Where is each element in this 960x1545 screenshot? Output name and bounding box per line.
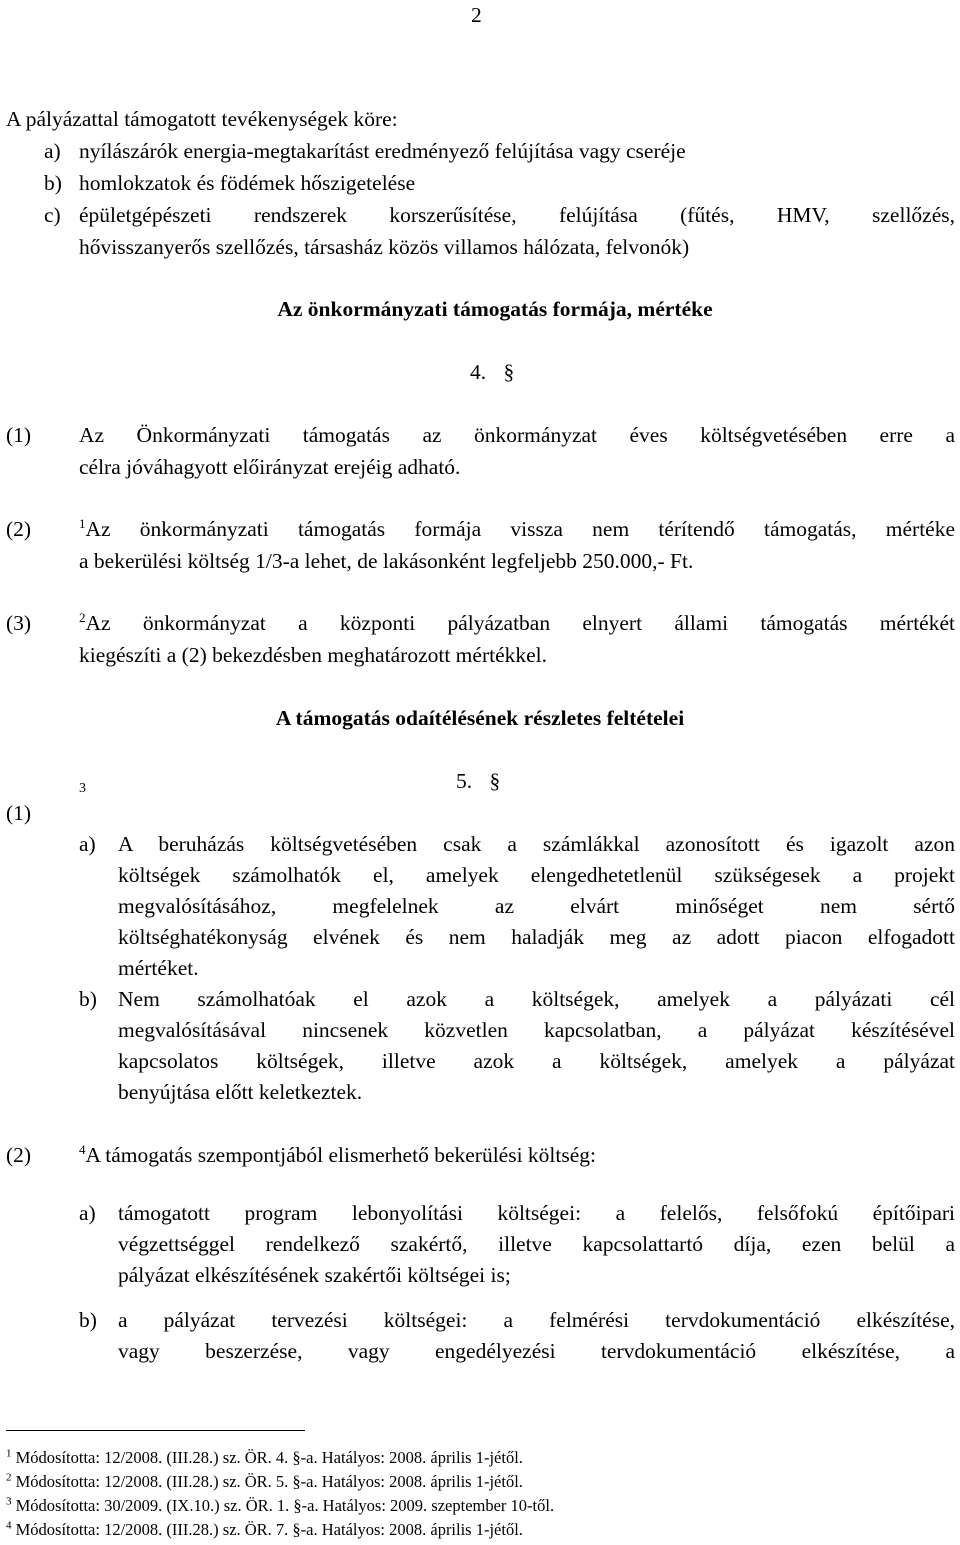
section5-number-text: 5.	[456, 769, 473, 793]
footnote-ref-2: 2	[79, 609, 86, 625]
activity-marker-c: c)	[44, 203, 61, 227]
s4-p2-line2: a bekerülési költség 1/3-a lehet, de lakásonként legfeljebb 250.000,- Ft.	[79, 549, 694, 573]
footnote-2-text: Módosította: 12/2008. (III.28.) sz. ÖR. 5. §-a. Hatályos: 2008. április 1-jétől.	[15, 1472, 523, 1491]
footnote-2-number: 2	[6, 1471, 12, 1484]
s4-p1-number: (1)	[6, 423, 32, 447]
activity-marker-b: b)	[44, 171, 62, 195]
footnote-4-number: 4	[6, 1519, 12, 1532]
s4-p2-line1-text: Az önkormányzati támogatás formája vissza nem térítendő támogatás, mértéke	[85, 517, 955, 541]
footnote-4	[6, 1519, 523, 1541]
activity-item-a: nyílászárók energia-megtakarítást eredményező felújítása vagy cseréje	[79, 139, 686, 163]
section4-title: Az önkormányzati támogatás formája, mértéke	[277, 297, 713, 321]
s5-p1-a-line5: mértéket.	[118, 956, 199, 980]
s5-p2-text	[79, 1140, 596, 1171]
s5-p1-b-line3: kapcsolatos költségek, illetve azok a költségek, amelyek a pályázat	[118, 1049, 955, 1073]
s4-p3-line2: kiegészíti a (2) bekezdésben meghatározott mértékkel.	[79, 643, 548, 667]
footnote-3-number: 3	[6, 1495, 12, 1508]
footnote-ref-3: 3	[79, 781, 86, 796]
activity-marker-a: a)	[44, 139, 61, 163]
s4-p2-line1	[79, 514, 955, 545]
s4-p1-line2: célra jóváhagyott előirányzat erejéig adható.	[79, 455, 461, 479]
s5-p1-a-line1: A beruházás költségvetésében csak a számlákkal azonosított és igazolt azon	[118, 832, 955, 856]
section-symbol: §	[503, 360, 515, 384]
s5-p2-a-line3: pályázat elkészítésének szakértői költségei is;	[118, 1263, 511, 1287]
s5-p1-number: (1)	[6, 801, 32, 825]
s5-p2-a-marker: a)	[79, 1201, 96, 1225]
footnote-ref-4: 4	[79, 1141, 86, 1157]
s5-p1-a-line2: költségek számolhatók el, amelyek elengedhetetlenül szükségesek a projekt	[118, 863, 955, 887]
footnote-ref-1: 1	[79, 515, 86, 531]
s5-p1-b-line2: megvalósításával nincsenek közvetlen kapcsolatban, a pályázat készítésével	[118, 1018, 955, 1042]
section4-number	[470, 357, 514, 388]
s4-p3-number: (3)	[6, 611, 32, 635]
s5-p2-text-body: A támogatás szempontjából elismerhető bekerülési költség:	[85, 1143, 596, 1167]
s5-p2-b-line2: vagy beszerzése, vagy engedélyezési tervdokumentáció elkészítése, a	[118, 1339, 955, 1363]
s5-p2-a-line1: támogatott program lebonyolítási költségei: a felelős, felsőfokú építőipari	[118, 1201, 955, 1225]
s5-p1-a-line3: megvalósításához, megfelelnek az elvárt minőséget nem sértő	[118, 894, 955, 918]
footnote-1-text: Módosította: 12/2008. (III.28.) sz. ÖR. 4. §-a. Hatályos: 2008. április 1-jétől.	[15, 1448, 523, 1467]
s5-p2-b-marker: b)	[79, 1308, 97, 1332]
activities-heading: A pályázattal támogatott tevékenységek köre:	[6, 107, 398, 131]
s4-p2-number: (2)	[6, 517, 32, 541]
s5-p1-b-line4: benyújtása előtt keletkeztek.	[118, 1080, 363, 1104]
page-number: 2	[471, 3, 482, 27]
activity-item-b: homlokzatok és födémek hőszigetelése	[79, 171, 416, 195]
s4-p3-line1	[79, 608, 955, 639]
s4-p3-line1-text: Az önkormányzat a központi pályázatban elnyert állami támogatás mértékét	[85, 611, 955, 635]
footnote-1-number: 1	[6, 1447, 12, 1460]
s5-p2-a-line2: végzettséggel rendelkező szakértő, illetve kapcsolattartó díja, ezen belül a	[118, 1232, 955, 1256]
section4-number-text: 4.	[470, 360, 487, 384]
s5-p1-b-line1: Nem számolhatóak el azok a költségek, amelyek a pályázati cél	[118, 987, 955, 1011]
footnote-3	[6, 1495, 554, 1517]
footnote-1	[6, 1447, 523, 1469]
s5-p1-b-marker: b)	[79, 987, 97, 1011]
activity-item-c-line2: hővisszanyerős szellőzés, társasház közös villamos hálózata, felvonók)	[79, 235, 690, 259]
section5-title: A támogatás odaítélésének részletes feltételei	[275, 706, 685, 730]
s5-p1-a-line4: költséghatékonyság elvének és nem haladják meg az adott piacon elfogadott	[118, 925, 955, 949]
s5-p1-a-marker: a)	[79, 832, 96, 856]
activity-item-c-line1: épületgépészeti rendszerek korszerűsítése, felújítása (fűtés, HMV, szellőzés,	[79, 203, 955, 227]
footnote-3-text: Módosította: 30/2009. (IX.10.) sz. ÖR. 1. §-a. Hatályos: 2009. szeptember 10-től.	[15, 1496, 555, 1515]
section5-number	[456, 766, 500, 797]
footnote-2	[6, 1471, 523, 1493]
s5-p2-number: (2)	[6, 1143, 32, 1167]
s5-p2-b-line1: a pályázat tervezési költségei: a felmérési tervdokumentáció elkészítése,	[118, 1308, 955, 1332]
footnote-separator	[6, 1430, 305, 1431]
footnote-4-text: Módosította: 12/2008. (III.28.) sz. ÖR. 7. §-a. Hatályos: 2008. április 1-jétől.	[15, 1520, 523, 1539]
section-symbol: §	[489, 769, 501, 793]
s4-p1-line1: Az Önkormányzati támogatás az önkormányzat éves költségvetésében erre a	[79, 423, 955, 447]
